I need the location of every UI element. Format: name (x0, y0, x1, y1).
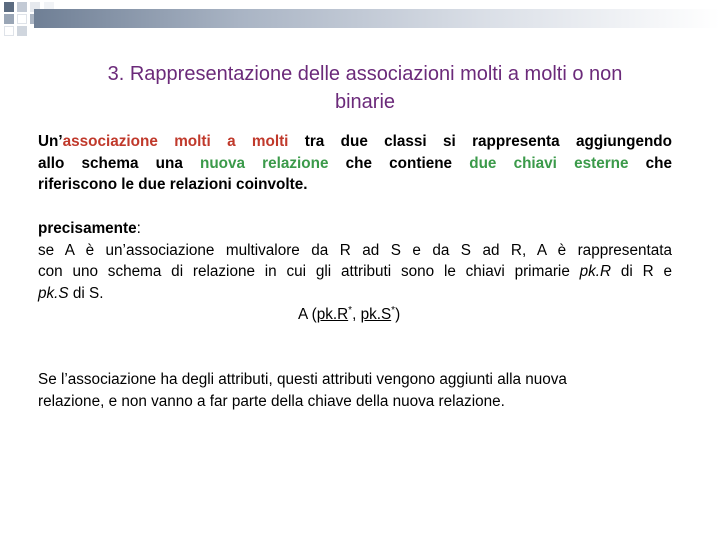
intro-line-3: riferiscono le due relazioni coinvolte. (38, 176, 308, 193)
decor-square (4, 14, 14, 24)
highlight-chiavi-esterne: due chiavi esterne (469, 154, 629, 172)
paragraph-intro (38, 131, 672, 196)
formula-key-1: pk.R (316, 306, 349, 324)
highlight-associazione: associazione molti a molti (62, 133, 289, 150)
decor-square (17, 2, 27, 12)
text-run: Un’ (38, 133, 63, 150)
slide-title (40, 60, 690, 116)
text-run: tra due classi si rappresenta aggiungendo (288, 133, 672, 150)
attributes-line-2: relazione, e non vanno a far parte della chiave della nuova relazione. (38, 392, 505, 410)
intro-line-1 (38, 131, 672, 153)
decor-square (4, 2, 14, 12)
attributes-line-1: Se l’associazione ha degli attributi, questi attributi vengono aggiunti alla nuova (38, 371, 567, 388)
decor-square (17, 14, 27, 24)
text-run: : (136, 220, 141, 237)
text-run: che (628, 154, 673, 172)
text-run: di S. (68, 284, 104, 302)
precisamente-line-1: se A è un’associazione multivalore da R ad S e da S ad R, A è rappresentata (38, 241, 672, 259)
header-gradient-band (34, 9, 720, 28)
formula-text (298, 305, 400, 324)
text-run: di R e (611, 263, 673, 280)
foreign-key-mark: * (348, 305, 353, 316)
precisamente-line-3 (38, 283, 672, 305)
foreign-key-mark: * (391, 305, 396, 316)
title-line-1: 3. Rappresentazione delle associazioni molti a molti o non (107, 63, 623, 85)
paragraph-precisamente (38, 218, 672, 304)
heading-word: precisamente (38, 220, 137, 237)
title-line-2: binarie (334, 91, 396, 113)
key-pkR: pk.R (579, 263, 612, 280)
intro-line-2 (38, 153, 672, 175)
text-run: ) (395, 306, 401, 324)
highlight-nuova-relazione: nuova relazione (199, 154, 329, 172)
paragraph-attributes (38, 369, 672, 412)
precisamente-heading (38, 218, 672, 240)
text-run: con uno schema di relazione in cui gli attributi sono le chiavi primarie (38, 263, 580, 280)
decor-square (17, 26, 27, 36)
text-run: A ( (298, 306, 317, 324)
key-pkS: pk.S (38, 284, 69, 302)
text-run: che contiene (328, 154, 470, 172)
precisamente-line-2 (38, 261, 672, 283)
text-run: , (352, 306, 361, 324)
formula-key-2: pk.S (360, 306, 392, 324)
decor-square (4, 26, 14, 36)
text-run: allo schema una (38, 154, 200, 172)
